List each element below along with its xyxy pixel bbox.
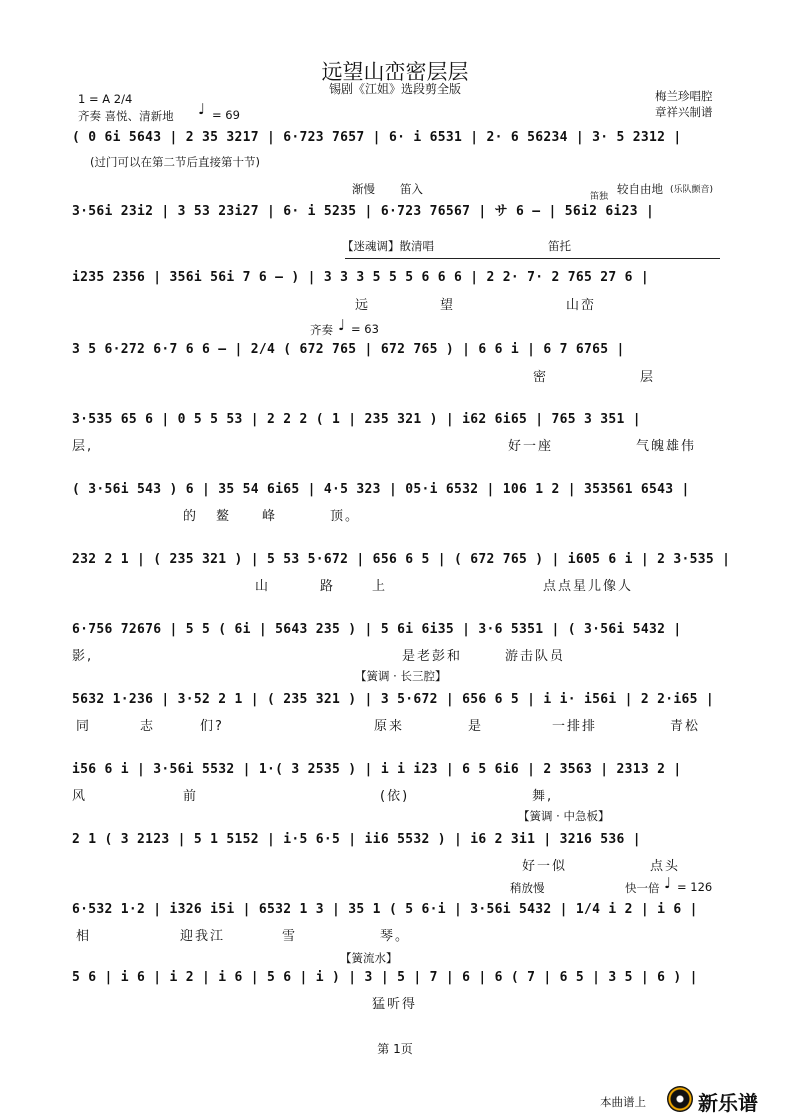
tempo-text: 齐奏 喜悦、清新地 <box>78 109 174 123</box>
brand-logo-text: 新乐谱 <box>698 1091 758 1115</box>
song-subtitle: 锡剧《江姐》选段剪全版 <box>328 82 461 96</box>
notation-line-2: 3·56i 23i2 | 3 53 23i27 | 6· i 5235 | 6·723 76567 | サ 6 — | 56i2 6i23 | <box>72 204 655 219</box>
lyric-7b: 路 <box>320 579 336 594</box>
lyric-3a: 远 <box>355 298 371 313</box>
lyric-12b: 迎我江 <box>180 929 226 944</box>
tempo-value: = 69 <box>212 108 240 122</box>
lyric-10b: 前 <box>183 789 199 804</box>
lyric-7a: 山 <box>255 579 271 594</box>
lyric-11a: 好一似 <box>522 859 568 874</box>
mark-dizhi: 笛独 <box>590 192 609 202</box>
record-logo-icon <box>667 1086 693 1112</box>
page-number: 第 1页 <box>377 1042 413 1056</box>
mark-changsanqiang: 【簧调 · 长三腔】 <box>355 669 447 683</box>
quarter-note-icon-3: ♩ <box>664 874 672 892</box>
lyric-9a: 同 <box>76 719 92 734</box>
mark-diru: 笛入 <box>400 182 423 196</box>
notation-line-12: 6·532 1·2 | i326 i5i | 6532 1 3 | 35 1 ( 5 6·i | 3·56i 5432 | 1/4 i 2 | i 6 | <box>72 902 698 917</box>
lyric-5a: 层, <box>72 439 94 454</box>
lyric-10a: 风 <box>72 789 88 804</box>
lyric-8a: 影, <box>72 649 94 664</box>
notation-line-11: 2 1 ( 3 2123 | 5 1 5152 | i·5 6·5 | ii6 5532 ) | i6 2 3i1 | 3216 536 | <box>72 832 641 847</box>
pass-note: (过门可以在第二节后直接第十节) <box>90 155 260 169</box>
mark-liushui: 【簧流水】 <box>340 951 398 965</box>
lyric-6b: 鳌 <box>216 509 232 524</box>
lyric-12c: 雪 <box>282 929 298 944</box>
mark-dituo: 笛托 <box>548 239 571 253</box>
mark-kuaiyibei: 快一倍 <box>625 881 660 895</box>
lyric-9b: 志 <box>140 719 156 734</box>
lyric-9c: 们? <box>200 719 224 734</box>
notation-line-9: 5632 1·236 | 3·52 2 1 | ( 235 321 ) | 3 5·672 | 656 6 5 | i i· i56i | 2 2·i65 | <box>72 692 715 707</box>
lyric-8b: 是老彭和 <box>402 649 463 664</box>
lyric-10d: 舞, <box>532 789 554 804</box>
notation-line-10: i56 6 i | 3·56i 5532 | 1·( 3 2535 ) | i i i23 | 6 5 6i6 | 2 3563 | 2313 2 | <box>72 762 682 777</box>
lyric-9e: 是 <box>468 719 484 734</box>
lyric-6a: 的 <box>183 509 199 524</box>
lyric-10c: (依) <box>380 789 410 804</box>
slur-line <box>345 258 720 259</box>
lyric-6d: 顶。 <box>330 509 361 524</box>
tempo-value-3: = 126 <box>677 880 713 894</box>
tempo-value-2: = 63 <box>351 322 379 336</box>
quarter-note-icon-2: ♩ <box>338 316 346 334</box>
lyric-4b: 层 <box>640 370 656 385</box>
lyric-5b: 好一座 <box>508 439 554 454</box>
notation-line-6: ( 3·56i 543 ) 6 | 35 54 6i65 | 4·5 323 | 05·i 6532 | 106 1 2 | 353561 6543 | <box>72 482 690 497</box>
mark-mihundiao: 【迷魂调】散清唱 <box>342 239 434 253</box>
lyric-7d: 点点星儿像人 <box>543 579 634 594</box>
lyric-12a: 相 <box>76 929 92 944</box>
lyric-3c: 山峦 <box>566 298 597 313</box>
notation-line-7: 232 2 1 | ( 235 321 ) | 5 53 5·672 | 656 6 5 | ( 672 765 ) | i605 6 i | 2 3·535 | <box>72 552 731 567</box>
notation-line-3: i235 2356 | 356i 56i 7 6 — ) | 3 3 3 5 5 5 6 6 6 | 2 2· 7· 2 765 27 6 | <box>72 270 649 285</box>
lyric-5c: 气魄雄伟 <box>636 439 697 454</box>
notation-line-13: 5 6 | i 6 | i 2 | i 6 | 5 6 | i ) | 3 | 5 | 7 | 6 | 6 ( 7 | 6 5 | 3 5 | 6 ) | <box>72 970 698 985</box>
notation-line-5: 3·535 65 6 | 0 5 5 53 | 2 2 2 ( 1 | 235 321 ) | i62 6i65 | 765 3 351 | <box>72 412 641 427</box>
lyric-9d: 原来 <box>374 719 405 734</box>
lyric-4a: 密 <box>533 370 549 385</box>
lyric-13: 猛听得 <box>372 997 418 1012</box>
key-time-signature: 1 = A 2/4 <box>78 92 133 106</box>
upload-text: 本曲谱上 <box>600 1095 646 1109</box>
notation-line-8: 6·756 72676 | 5 5 ( 6i | 5643 235 ) | 5 6i 6i35 | 3·6 5351 | ( 3·56i 5432 | <box>72 622 682 637</box>
notation-line-4: 3 5 6·272 6·7 6 6 — | 2/4 ( 672 765 | 672 765 ) | 6 6 i | 6 7 6765 | <box>72 342 625 357</box>
lyric-9g: 青松 <box>670 719 701 734</box>
lyric-9f: 一排排 <box>552 719 598 734</box>
mark-jianman: 渐慢 <box>352 182 375 196</box>
mark-qizou2: 齐奏 <box>310 323 333 337</box>
lyric-3b: 望 <box>440 298 456 313</box>
lyric-12d: 琴。 <box>380 929 411 944</box>
mark-band: (乐队颤音) <box>670 185 714 195</box>
singer-credit: 梅兰珍唱腔 <box>655 89 713 103</box>
mark-free: 较自由地 <box>617 182 663 196</box>
composer-credit: 章祥兴制谱 <box>655 105 713 119</box>
lyric-8c: 游击队员 <box>505 649 566 664</box>
quarter-note-icon: ♩ <box>198 100 206 118</box>
lyric-11b: 点头 <box>650 859 681 874</box>
lyric-6c: 峰 <box>262 509 278 524</box>
mark-zhongjiban: 【簧调 · 中急板】 <box>518 809 610 823</box>
song-title: 远望山峦密层层 <box>321 60 469 84</box>
notation-line-1: ( 0 6i 5643 | 2 35 3217 | 6·723 7657 | 6· i 6531 | 2· 6 56234 | 3· 5 2312 | <box>72 130 682 145</box>
lyric-7c: 上 <box>372 579 388 594</box>
mark-shaofangman: 稍放慢 <box>510 881 545 895</box>
